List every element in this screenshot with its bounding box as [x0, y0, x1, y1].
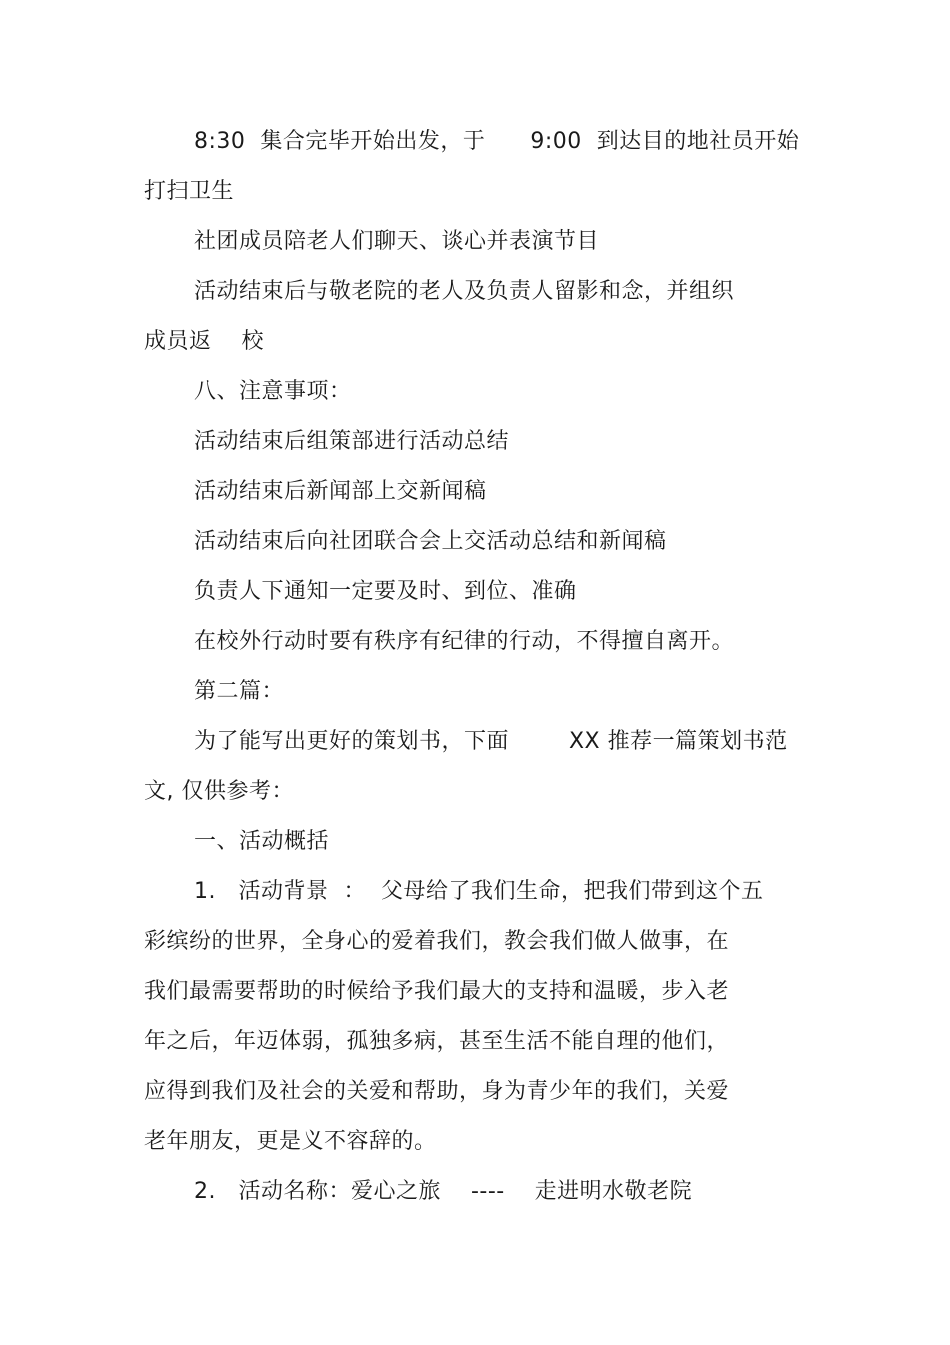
paragraph-line: 彩缤纷的世界，全身心的爱着我们，教会我们做人做事，在: [144, 929, 730, 954]
paragraph-line: 我们最需要帮助的时候给予我们最大的支持和温暖，步入老: [144, 979, 730, 1004]
paragraph-line: 社团成员陪老人们聊天、谈心并表演节目: [194, 229, 600, 254]
list-item: 在校外行动时要有秩序有纪律的行动，不得擅自离开。: [194, 629, 735, 654]
paragraph-line: 为了能写出更好的策划书，下面 XX 推荐一篇策划书范: [194, 729, 788, 754]
paragraph-line: 1. 活动背景 ： 父母给了我们生命，把我们带到这个五: [194, 879, 764, 904]
paragraph-line: 老年朋友，更是义不容辞的。: [144, 1129, 437, 1154]
paragraph-line: 2. 活动名称：爱心之旅 ---- 走进明水敬老院: [194, 1179, 693, 1204]
paragraph-line: 年之后，年迈体弱，孤独多病，甚至生活不能自理的他们，: [144, 1029, 730, 1054]
paragraph-line: 应得到我们及社会的关爱和帮助，身为青少年的我们，关爱: [144, 1079, 730, 1104]
list-item: 活动结束后向社团联合会上交活动总结和新闻稿: [194, 529, 667, 554]
section-heading: 第二篇：: [194, 679, 285, 704]
list-item: 负责人下通知一定要及时、到位、准确: [194, 579, 577, 604]
section-heading: 八、注意事项：: [194, 379, 352, 404]
paragraph-line: 8:30 集合完毕开始出发，于 9:00 到达目的地社员开始: [194, 129, 800, 154]
paragraph-line: 文, 仅供参考：: [144, 779, 294, 804]
paragraph-line: 活动结束后与敬老院的老人及负责人留影和念，并组织: [194, 279, 735, 304]
section-heading: 一、活动概括: [194, 829, 330, 854]
list-item: 活动结束后新闻部上交新闻稿: [194, 479, 487, 504]
paragraph-line: 成员返 校: [144, 329, 264, 354]
paragraph-line: 打扫卫生: [144, 179, 235, 204]
list-item: 活动结束后组策部进行活动总结: [194, 429, 510, 454]
